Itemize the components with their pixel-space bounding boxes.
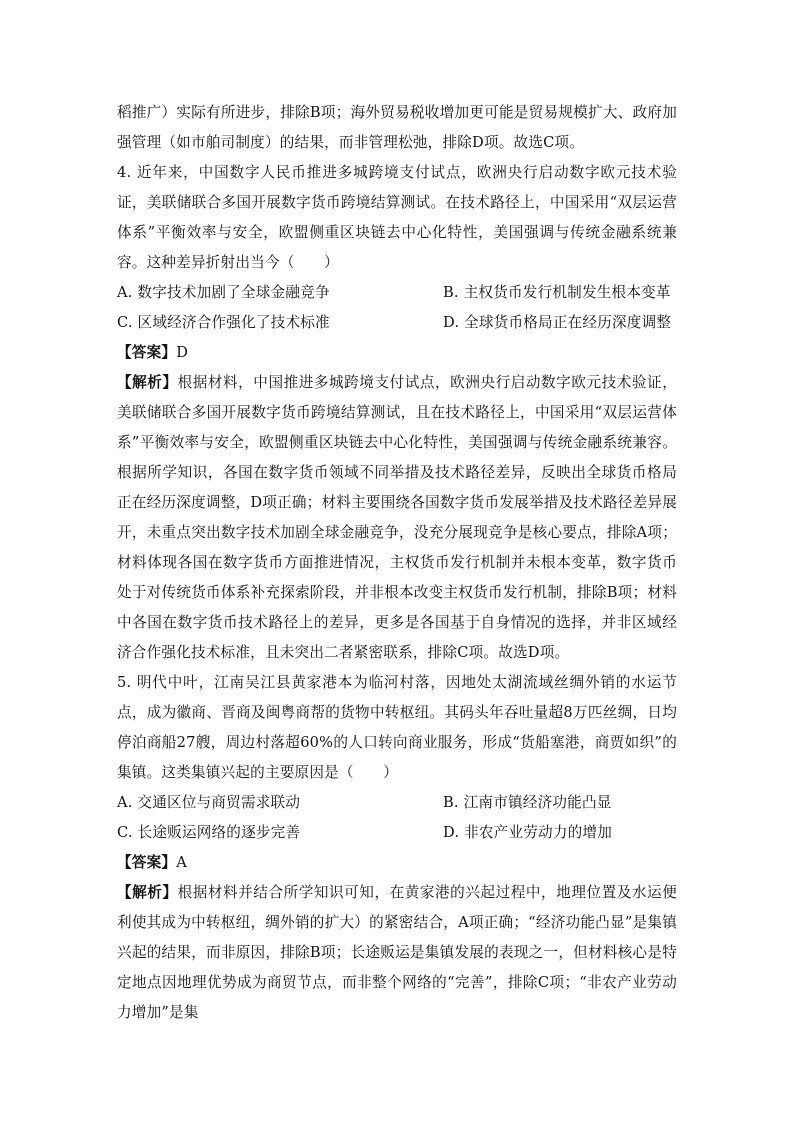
analysis-text: 根据材料并结合所学知识可知，在黄家港的兴起过程中，地理位置及水运便利使其成为中转枢纽，绸外销的扩大）的紧密结合，A项正确；“经济功能凸显”是集镇兴起的结果，而非原因，排除B项；长途贩运是集镇发展的表现之一，但材料核心是特定地点因地理优势成为商贸节点，而非整个网络的“完善”，排除C项；“非农产业劳动力增加”是集: [117, 884, 677, 1021]
question-5-option-d: D. 非农产业劳动力的增加: [443, 824, 612, 841]
question-5-option-c: C. 长途贩运网络的逐步完善: [117, 824, 301, 841]
question-4-options-row-1: [117, 278, 677, 308]
analysis-tag: 【解析】: [117, 884, 178, 901]
question-5-option-a: A. 交通区位与商贸需求联动: [117, 794, 301, 811]
question-5-option-b: B. 江南市镇经济功能凸显: [443, 794, 612, 811]
question-5-answer: [117, 848, 677, 878]
question-4-stem: 4. 近年来，中国数字人民币推进多城跨境支付试点，欧洲央行启动数字欧元技术验证，美联储联合多国开展数字货币跨境结算测试。在技术路径上，中国采用“双层运营体系”平衡效率与安全，欧盟侧重区块链去中心化特性，美国强调与传统金融系统兼容。这种差异折射出当今（ ）: [117, 164, 677, 271]
question-4-options-row-2: [117, 308, 677, 338]
answer-tag: 【答案】: [117, 344, 177, 361]
question-4-option-c: C. 区域经济合作强化了技术标准: [117, 314, 330, 331]
previous-explanation-tail: 稻推广）实际有所进步，排除B项；海外贸易税收增加更可能是贸易规模扩大、政府加强管理（如市舶司制度）的结果，而非管理松弛，排除D项。故选C项。: [117, 104, 677, 151]
page-content: [117, 98, 677, 1028]
question-5-options-row-2: [117, 818, 677, 848]
answer-tag: 【答案】: [117, 854, 177, 871]
question-5-analysis: [117, 878, 677, 1028]
question-5-stem: 5. 明代中叶，江南吴江县黄家港本为临河村落，因地处太湖流域丝绸外销的水运节点，成为徽商、晋商及闽粤商帮的货物中转枢纽。其码头年吞吐量超8万匹丝绸，日均停泊商船27艘，周边村落超60%的人口转向商业服务，形成“货船塞港，商贾如织”的集镇。这类集镇兴起的主要原因是（ ）: [117, 674, 677, 781]
question-5-options-row-1: [117, 788, 677, 818]
question-4-option-d: D. 全球货币格局正在经历深度调整: [443, 314, 672, 331]
answer-value: D: [176, 344, 189, 361]
question-4-analysis: [117, 368, 677, 668]
question-4-option-b: B. 主权货币发行机制发生根本变革: [443, 284, 671, 301]
answer-value: A: [176, 854, 187, 871]
analysis-text: 根据材料，中国推进多城跨境支付试点，欧洲央行启动数字欧元技术验证，美联储联合多国开展数字货币跨境结算测试，且在技术路径上，中国采用“双层运营体系”平衡效率与安全，欧盟侧重区块链去中心化特性，美国强调与传统金融系统兼容。根据所学知识，各国在数字货币领域不同举措及技术路径差异，反映出全球货币格局正在经历深度调整，D项正确；材料主要围绕各国数字货币发展举措及技术路径差异展开，未重点突出数字技术加剧全球金融竞争，没充分展现竞争是核心要点，排除A项；材料体现各国在数字货币方面推进情况，主权货币发行机制并未根本变革，数字货币处于对传统货币体系补充探索阶段，并非根本改变主权货币发行机制，排除B项；材料中各国在数字货币技术路径上的差异，更多是各国基于自身情况的选择，并非区域经济合作强化技术标准，且未突出二者紧密联系，排除C项。故选D项。: [117, 374, 677, 661]
analysis-tag: 【解析】: [117, 374, 178, 391]
question-4-answer: [117, 338, 677, 368]
question-4-option-a: A. 数字技术加剧了全球金融竞争: [117, 284, 330, 301]
